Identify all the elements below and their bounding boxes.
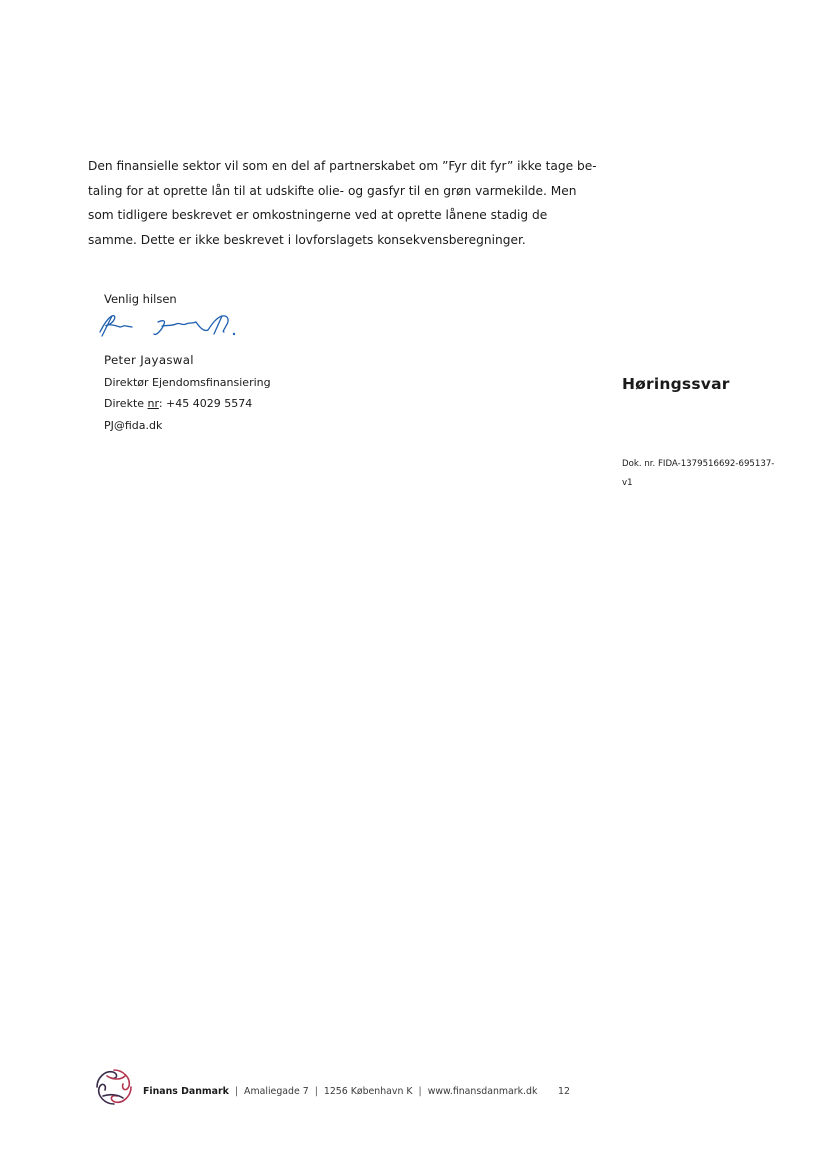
body-line: som tidligere beskrevet er omkostningerne ved at oprette lånene stadig de	[88, 208, 548, 222]
body-line: samme. Dette er ikke beskrevet i lovforslagets konsekvensberegninger.	[88, 232, 526, 247]
document-number	[622, 455, 792, 493]
signer-title: Direktør Ejendomsfinansiering	[104, 375, 271, 389]
document-type-heading: Høringssvar	[622, 375, 730, 393]
signer-name: Peter Jayaswal	[104, 353, 194, 367]
signer-phone	[104, 393, 271, 415]
body-line: Den finansielle sektor vil som en del af partnerskabet om ”Fyr dit fyr” ikke tage be-	[88, 159, 597, 173]
document-number-line: Dok. nr. FIDA-1379516692-695137-	[622, 459, 775, 469]
footer-separator: |	[314, 1086, 318, 1097]
footer-separator: |	[234, 1086, 239, 1097]
footer-website[interactable]: www.finansdanmark.dk	[427, 1086, 538, 1097]
footer-address: Amaliegade 7	[244, 1086, 309, 1097]
body-paragraph	[88, 154, 597, 252]
phone-nr-label: nr	[147, 397, 159, 410]
page-footer	[93, 1066, 613, 1110]
footer-separator: |	[418, 1086, 422, 1097]
footer-city: 1256 København K	[323, 1086, 413, 1097]
footer-line	[143, 1086, 537, 1097]
footer-brand: Finans Danmark	[143, 1086, 229, 1097]
finans-danmark-logo-icon	[93, 1066, 135, 1108]
phone-prefix: Direkte	[104, 397, 148, 410]
signature-image	[96, 312, 256, 338]
page-number: 12	[558, 1086, 570, 1097]
body-line: taling for at oprette lån til at udskifte olie- og gasfyr til en grøn varmekilde. Men	[88, 183, 577, 198]
phone-number: : +45 4029 5574	[158, 397, 253, 410]
contact-details	[104, 350, 271, 436]
signer-email[interactable]: PJ@fida.dk	[104, 418, 163, 432]
document-number-line: v1	[622, 478, 633, 488]
greeting: Venlig hilsen	[104, 292, 177, 306]
